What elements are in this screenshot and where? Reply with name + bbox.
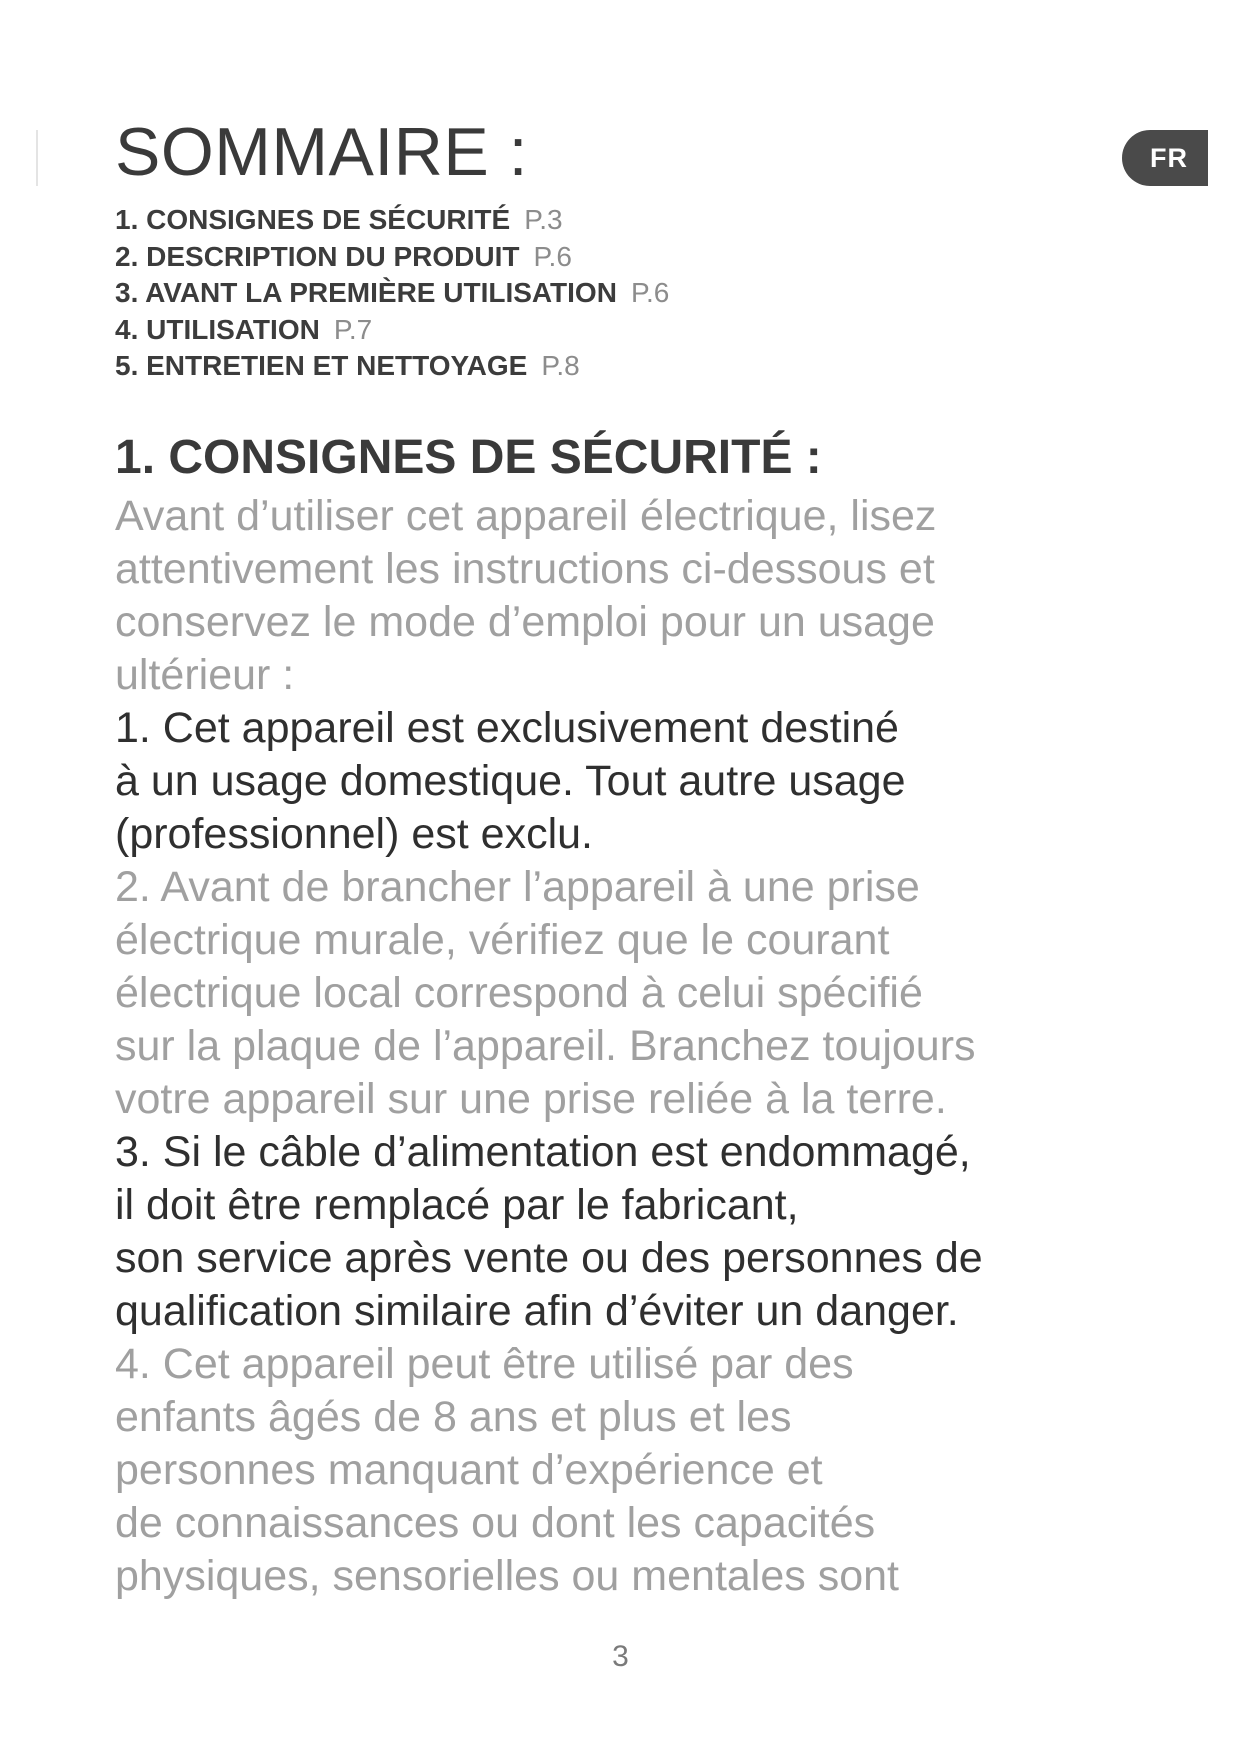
toc-item bbox=[115, 275, 669, 312]
toc-item-label: 2. DESCRIPTION DU PRODUIT bbox=[115, 240, 520, 272]
toc-item bbox=[115, 239, 669, 276]
toc-item bbox=[115, 202, 669, 239]
instruction-item: 3. Si le câble d’alimentation est endommagé, il doit être remplacé par le fabricant, son service après vente ou des personnes de qualification similaire afin d’éviter un danger. bbox=[115, 1128, 983, 1335]
toc-item-label: 5. ENTRETIEN ET NETTOYAGE bbox=[115, 350, 528, 381]
instruction-item: 1. Cet appareil est exclusivement destiné à un usage domestique. Tout autre usage (professionnel) est exclu. bbox=[115, 704, 906, 858]
toc-item-page: P.8 bbox=[541, 350, 580, 381]
table-of-contents bbox=[115, 202, 669, 385]
toc-item-label: 1. CONSIGNES DE SÉCURITÉ bbox=[115, 204, 511, 235]
toc-item bbox=[115, 312, 669, 349]
toc-item-page: P.6 bbox=[533, 240, 572, 272]
instruction-item: 4. Cet appareil peut être utilisé par des enfants âgés de 8 ans et plus et les personnes manquant d’expérience et de connaissances ou dont les capacités physiques, sensorielles ou mentales sont bbox=[115, 1340, 899, 1600]
safety-instructions bbox=[115, 490, 1115, 1603]
intro-paragraph: Avant d’utiliser cet appareil électrique, lisez attentivement les instructions ci-dessous et conservez le mode d’emploi pour un usage ultérieur : bbox=[115, 492, 937, 699]
section-heading: 1. CONSIGNES DE SÉCURITÉ : bbox=[115, 431, 822, 484]
toc-item-label: 4. UTILISATION bbox=[115, 313, 320, 345]
margin-divider bbox=[36, 130, 38, 186]
toc-item-label: 3. AVANT LA PREMIÈRE UTILISATION bbox=[115, 277, 617, 308]
toc-item-page: P.7 bbox=[333, 313, 373, 345]
toc-item bbox=[115, 348, 669, 385]
toc-title: SOMMAIRE : bbox=[115, 114, 529, 190]
instruction-item: 2. Avant de brancher l’appareil à une prise électrique murale, vérifiez que le courant électrique local correspond à celui spécifié sur la plaque de l’appareil. Branchez toujours votre appareil sur une prise reliée à la terre. bbox=[115, 863, 976, 1123]
toc-item-page: P.3 bbox=[524, 204, 563, 235]
language-badge: FR bbox=[1122, 130, 1208, 186]
page-number: 3 bbox=[612, 1640, 629, 1673]
toc-item-page: P.6 bbox=[630, 277, 670, 308]
